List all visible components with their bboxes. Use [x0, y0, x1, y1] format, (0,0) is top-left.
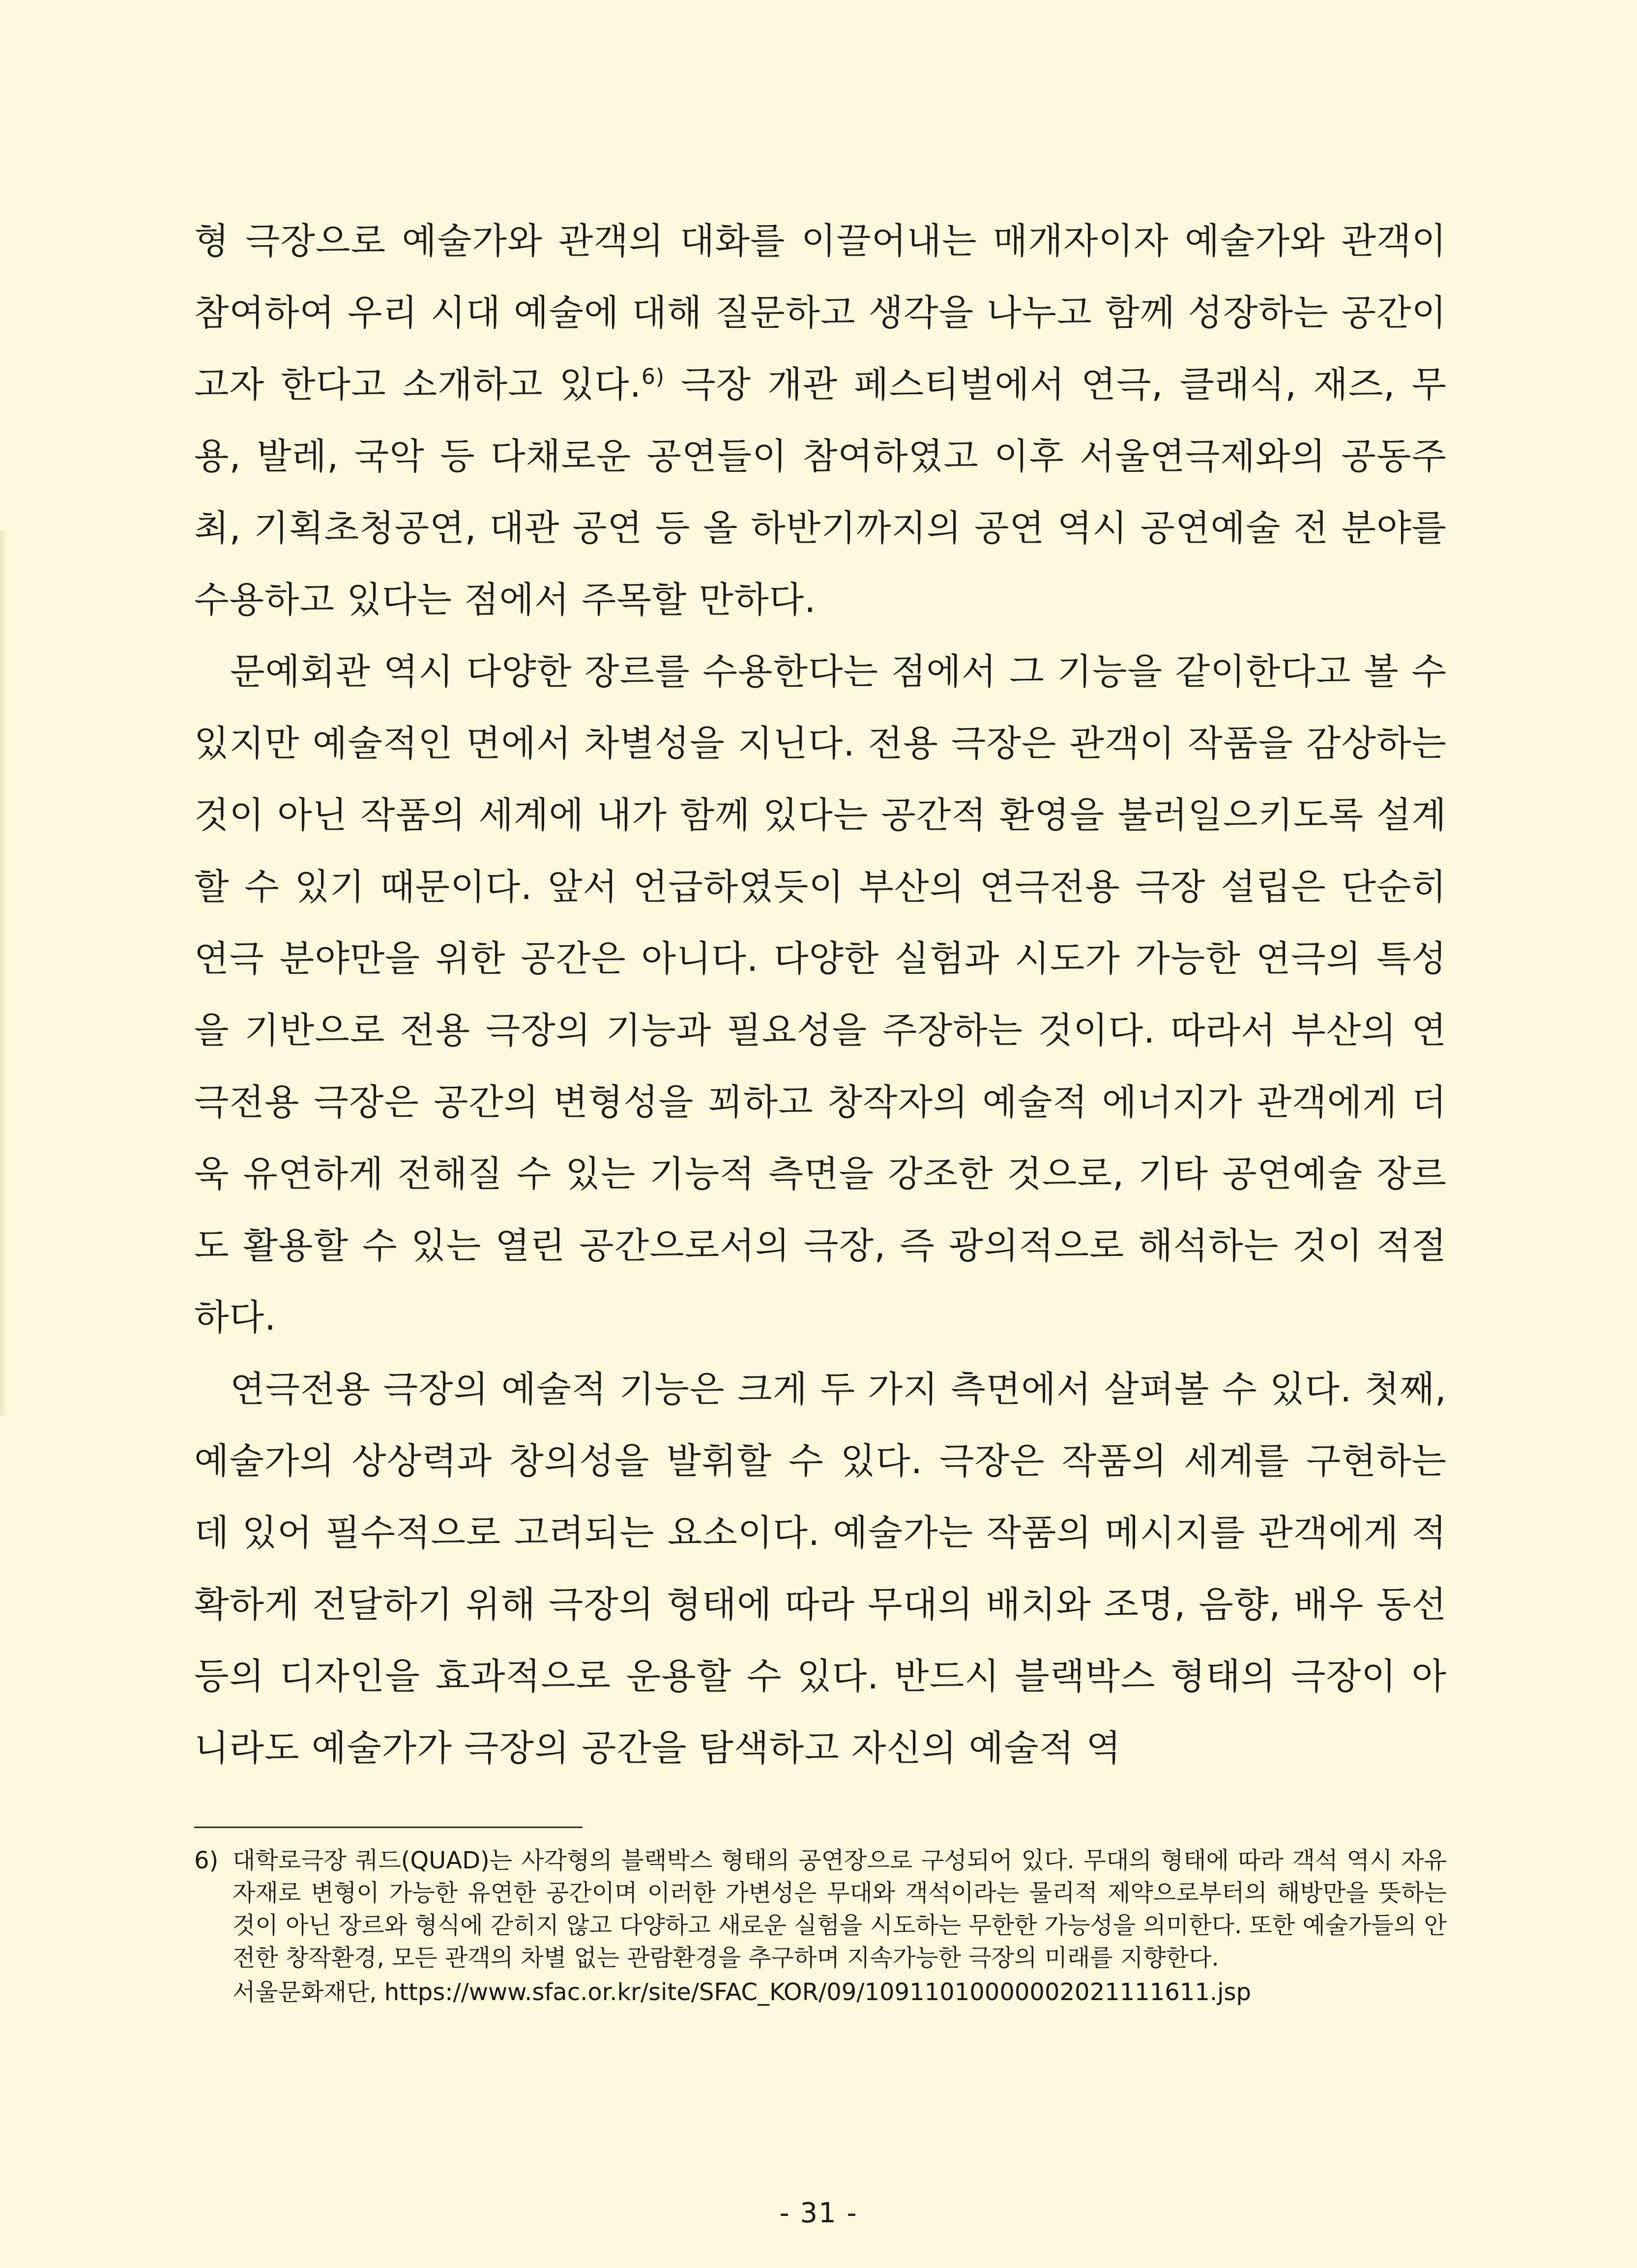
- page-number: - 31 -: [779, 2197, 858, 2229]
- paragraph-1-text: 형 극장으로 예술가와 관객의 대화를 이끌어내는 매개자이자 예술가와 관객이 참여하여 우리 시대 예술에 대해 질문하고 생각을 나누고 함께 성장하는 공간이고자 한다고 소개하고 있다.: [194, 220, 1447, 406]
- paragraph-1: [194, 205, 1447, 636]
- scan-edge-shadow: [0, 531, 7, 1416]
- body-text: [194, 205, 1447, 1784]
- footnote-number: 6): [194, 1847, 219, 1874]
- paragraph-1-continuation: 극장 개관 페스티벌에서 연극, 클래식, 재즈, 무용, 발레, 국악 등 다채로운 공연들이 참여하였고 이후 서울연극제와의 공동주최, 기획초청공연, 대관 공연 등 올 하반기까지의 공연 역시 공연예술 전 분야를 수용하고 있다는 점에서 주목할 만하다.: [194, 364, 1447, 621]
- paragraph-2: 문예회관 역시 다양한 장르를 수용한다는 점에서 그 기능을 같이한다고 볼 수 있지만 예술적인 면에서 차별성을 지닌다. 전용 극장은 관객이 작품을 감상하는 것이 아닌 작품의 세계에 내가 함께 있다는 공간적 환영을 불러일으키도록 설계할 수 있기 때문이다. 앞서 언급하였듯이 부산의 연극전용 극장 설립은 단순히 연극 분야만을 위한 공간은 아니다. 다양한 실험과 시도가 가능한 연극의 특성을 기반으로 전용 극장의 기능과 필요성을 주장하는 것이다. 따라서 부산의 연극전용 극장은 공간의 변형성을 꾀하고 창작자의 예술적 에너지가 관객에게 더욱 유연하게 전해질 수 있는 기능적 측면을 강조한 것으로, 기타 공연예술 장르도 활용할 수 있는 열린 공간으로서의 극장, 즉 광의적으로 해석하는 것이 적절하다.: [194, 651, 1447, 1338]
- footnote-divider: [194, 1827, 583, 1828]
- footnote-reference: 6): [641, 364, 665, 389]
- footnote-text: 대학로극장 쿼드(QUAD)는 사각형의 블랙박스 형태의 공연장으로 구성되어 있다. 무대의 형태에 따라 객석 역시 자유자재로 변형이 가능한 유연한 공간이며 이러한 가변성은 무대와 객석이라는 물리적 제약으로부터의 해방만을 뜻하는 것이 아닌 장르와 형식에 갇히지 않고 다양하고 새로운 실험을 시도하는 무한한 가능성을 의미한다. 또한 예술가들의 안전한 창작환경, 모든 관객의 차별 없는 관람환경을 추구하며 지속가능한 극장의 미래를 지향한다.: [233, 1847, 1447, 1972]
- footnote: [194, 1844, 1447, 2008]
- footnote-source: 서울문화재단, https://www.sfac.or.kr/site/SFAC_KOR/09/10911010000002021111611.jsp: [233, 1978, 1251, 2006]
- paragraph-3: 연극전용 극장의 예술적 기능은 크게 두 가지 측면에서 살펴볼 수 있다. 첫째, 예술가의 상상력과 창의성을 발휘할 수 있다. 극장은 작품의 세계를 구현하는 데 있어 필수적으로 고려되는 요소이다. 예술가는 작품의 메시지를 관객에게 적확하게 전달하기 위해 극장의 형태에 따라 무대의 배치와 조명, 음향, 배우 동선 등의 디자인을 효과적으로 운용할 수 있다. 반드시 블랙박스 형태의 극장이 아니라도 예술가가 극장의 공간을 탐색하고 자신의 예술적 역: [194, 1368, 1447, 1769]
